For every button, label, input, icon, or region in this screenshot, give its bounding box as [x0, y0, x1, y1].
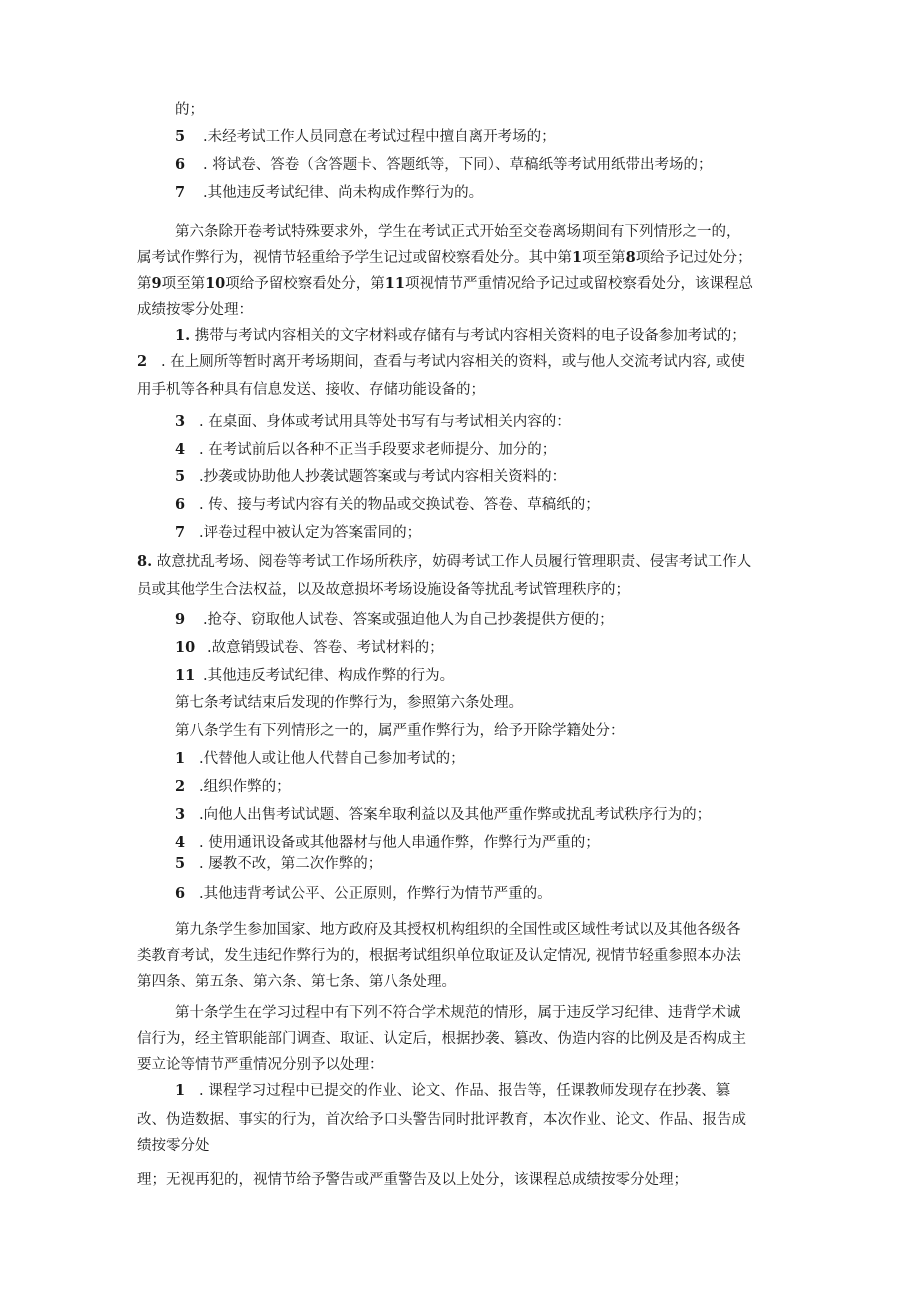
- text-line: 属考试作弊行为，视情节轻重给予学生记过或留校察看处分。其中第1项至第8项给予记过处分；: [137, 249, 752, 266]
- text-line: 改、伪造数据、事实的行为，首次给予口头警告同时批评教育，本次作业、论文、作品、报告成: [137, 1112, 746, 1128]
- text-line: 类教育考试，发生违纪作弊行为的，根据考试组织单位取证及认定情况, 视情节轻重参照本办法: [137, 948, 741, 964]
- list-item: 4 . 使用通讯设备或其他器材与他人串通作弊，作弊行为严重的；: [175, 834, 600, 851]
- list-item: 7 .其他违反考试纪律、尚未构成作弊行为的。: [175, 184, 484, 201]
- list-item: 5 .抄袭或协助他人抄袭试题答案或与考试内容相关资料的：: [175, 468, 567, 485]
- text-line: 要立论等情节严重情况分别予以处理：: [137, 1057, 384, 1073]
- text-line: 员或其他学生合法权益，以及故意损坏考场设施设备等扰乱考试管理秩序的；: [137, 582, 630, 598]
- list-item: 6 . 传、接与考试内容有关的物品或交换试卷、答卷、草稿纸的；: [175, 496, 600, 513]
- list-item: 2 .组织作弊的；: [175, 778, 291, 795]
- list-item: 6 . 将试卷、答卷（含答题卡、答题纸等，下同）、草稿纸等考试用纸带出考场的；: [175, 156, 713, 173]
- list-item: 3 .向他人出售考试试题、答案牟取利益以及其他严重作弊或扰乱考试秩序行为的；: [175, 806, 712, 823]
- list-item: 2 . 在上厕所等暂时离开考场期间，查看与考试内容相关的资料，或与他人交流考试内容, 或使: [137, 353, 745, 370]
- text-line: 绩按零分处: [137, 1138, 210, 1154]
- text-line: 第十条学生在学习过程中有下列不符合学术规范的情形，属于违反学习纪律、违背学术诚: [175, 1005, 741, 1021]
- text-line: 第九条学生参加国家、地方政府及其授权机构组织的全国性或区域性考试以及其他各级各: [175, 922, 741, 938]
- text-line: 第9项至第10项给予留校察看处分，第11项视情节严重情况给予记过或留校察看处分，该课程总: [137, 275, 753, 292]
- text-line: 的；: [175, 102, 204, 118]
- list-item: 1 .代替他人或让他人代替自己参加考试的；: [175, 750, 465, 767]
- list-item: 1 . 课程学习过程中已提交的作业、论文、作品、报告等，任课教师发现存在抄袭、篡: [175, 1082, 731, 1099]
- list-item: 5 .未经考试工作人员同意在考试过程中擅自离开考场的；: [175, 128, 556, 145]
- list-item: 6 .其他违背考试公平、公正原则，作弊行为情节严重的。: [175, 885, 552, 902]
- text-line: 第四条、第五条、第六条、第七条、第八条处理。: [137, 974, 456, 990]
- text-line: 理；无视再犯的，视情节给予警告或严重警告及以上处分，该课程总成绩按零分处理；: [137, 1172, 688, 1188]
- text-line: 信行为，经主管职能部门调查、取证、认定后，根据抄袭、篡改、伪造内容的比例及是否构成主: [137, 1031, 746, 1047]
- list-item: 10 .故意销毁试卷、答卷、考试材料的；: [175, 639, 444, 656]
- list-item: 9 .抢夺、窃取他人试卷、答案或强迫他人为自己抄袭提供方便的；: [175, 611, 614, 628]
- list-item: 1. 携带与考试内容相关的文字材料或存储有与考试内容相关资料的电子设备参加考试的；: [175, 327, 746, 344]
- text-line: 成绩按零分处理：: [137, 302, 253, 318]
- list-item: 3 . 在桌面、身体或考试用具等处书写有与考试相关内容的：: [175, 413, 571, 430]
- text-line: 用手机等各种具有信息发送、接收、存储功能设备的；: [137, 382, 485, 398]
- text-line: 第七条考试结束后发现的作弊行为，参照第六条处理。: [175, 695, 523, 711]
- text-line: 第八条学生有下列情形之一的，属严重作弊行为，给予开除学籍处分：: [175, 723, 625, 739]
- list-item: 8. 故意扰乱考场、阅卷等考试工作场所秩序，妨碍考试工作人员履行管理职责、侵害考试工作人: [137, 553, 752, 570]
- list-item: 5 . 屡教不改，第二次作弊的；: [175, 855, 383, 872]
- list-item: 11 .其他违反考试纪律、构成作弊的行为。: [175, 667, 455, 684]
- list-item: 4 . 在考试前后以各种不正当手段要求老师提分、加分的；: [175, 441, 557, 458]
- list-item: 7 .评卷过程中被认定为答案雷同的；: [175, 524, 422, 541]
- text-line: 第六条除开卷考试特殊要求外，学生在考试正式开始至交卷离场期间有下列情形之一的，: [175, 224, 741, 240]
